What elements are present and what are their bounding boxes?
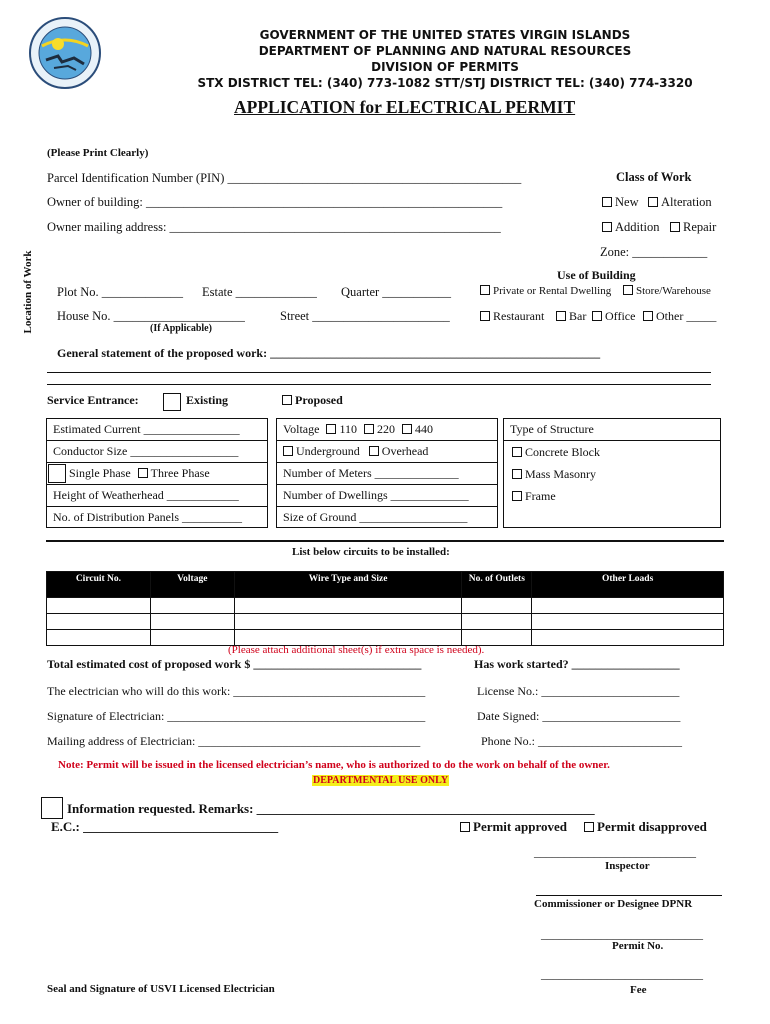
estate-field[interactable]: Estate _____________ — [202, 285, 317, 299]
house-no-field[interactable]: House No. _____________________ — [57, 309, 245, 323]
checkbox-icon[interactable] — [512, 469, 522, 479]
checkbox-icon[interactable] — [402, 424, 412, 434]
permit-no-label: Permit No. — [612, 940, 664, 952]
meters-field[interactable]: Number of Meters ______________ — [276, 462, 498, 485]
table-cell[interactable] — [532, 630, 724, 646]
pin-field[interactable]: Parcel Identification Number (PIN) _______________________________________________ — [47, 171, 522, 185]
permit-disapproved-option[interactable]: Permit disapproved — [584, 819, 707, 835]
other-loads-header: Other Loads — [532, 572, 724, 598]
street-field[interactable]: Street ______________________ — [280, 309, 450, 323]
voltage-220-label: 220 — [377, 422, 396, 436]
table-cell[interactable] — [47, 614, 151, 630]
statement-line[interactable] — [47, 384, 711, 385]
checkbox-icon[interactable] — [512, 491, 522, 501]
table-cell[interactable] — [150, 630, 234, 646]
table-cell[interactable] — [532, 614, 724, 630]
page-title: APPLICATION for ELECTRICAL PERMIT — [234, 97, 576, 117]
checkbox-icon[interactable] — [364, 424, 374, 434]
checkbox-icon[interactable] — [602, 197, 612, 207]
statement-line[interactable] — [47, 372, 711, 373]
checkbox-icon[interactable] — [460, 822, 470, 832]
conductor-size-field[interactable]: Conductor Size __________________ — [46, 440, 268, 463]
service-type-row — [276, 440, 498, 463]
departmental-use-banner: DEPARTMENTAL USE ONLY — [313, 775, 449, 786]
checkbox-icon[interactable] — [512, 447, 522, 457]
class-alteration-option[interactable]: Alteration — [648, 195, 712, 210]
section-divider — [46, 540, 724, 542]
plot-no-field[interactable]: Plot No. _____________ — [57, 285, 184, 299]
three-phase-checkbox-icon[interactable] — [138, 468, 148, 478]
checkbox-icon[interactable] — [643, 311, 653, 321]
header-department: DEPARTMENT OF PLANNING AND NATURAL RESOURCES — [258, 44, 632, 58]
phone-no-field[interactable]: Phone No.: ________________________ — [481, 734, 682, 748]
table-cell[interactable] — [150, 598, 234, 614]
table-cell[interactable] — [150, 614, 234, 630]
use-of-building-title: Use of Building — [557, 268, 636, 282]
info-requested-checkbox[interactable] — [41, 797, 63, 819]
estimated-current-field[interactable]: Estimated Current ________________ — [46, 418, 268, 441]
checkbox-icon[interactable] — [592, 311, 602, 321]
zone-field[interactable]: Zone: ____________ — [600, 245, 708, 259]
voltage-440-label: 440 — [415, 422, 434, 436]
commissioner-signature-line[interactable] — [536, 895, 722, 896]
checkbox-icon[interactable] — [480, 285, 490, 295]
use-private-option[interactable]: Private or Rental Dwelling — [480, 285, 611, 297]
checkbox-icon[interactable] — [602, 222, 612, 232]
checkbox-icon[interactable] — [283, 446, 293, 456]
owner-mailing-field[interactable]: Owner mailing address: _____________________________________________________ — [47, 220, 501, 234]
inspector-signature-line[interactable]: ___________________________ — [534, 845, 696, 859]
info-remarks-field[interactable]: Information requested. Remarks: ____________________________________________________ — [67, 801, 595, 816]
table-cell[interactable] — [462, 598, 532, 614]
three-phase-label: Three Phase — [150, 466, 210, 480]
checkbox-icon[interactable] — [648, 197, 658, 207]
if-applicable-note: (If Applicable) — [150, 323, 212, 334]
wire-type-header: Wire Type and Size — [234, 572, 462, 598]
fee-label: Fee — [630, 984, 647, 996]
table-cell[interactable] — [47, 598, 151, 614]
seal-signature-label: Seal and Signature of USVI Licensed Electrician — [47, 983, 275, 995]
outlets-header: No. of Outlets — [462, 572, 532, 598]
table-cell[interactable] — [462, 614, 532, 630]
commissioner-label: Commissioner or Designee DPNR — [534, 898, 693, 910]
use-other-option[interactable]: Other _____ — [643, 309, 716, 324]
header-government: GOVERNMENT OF THE UNITED STATES VIRGIN ISLANDS — [259, 28, 631, 42]
circuit-no-header: Circuit No. — [47, 572, 151, 598]
class-new-option[interactable]: New — [602, 195, 639, 210]
dwellings-field[interactable]: Number of Dwellings _____________ — [276, 484, 498, 507]
checkbox-icon[interactable] — [282, 395, 292, 405]
license-no-field[interactable]: License No.: _______________________ — [477, 684, 680, 698]
header-phone-numbers: STX DISTRICT TEL: (340) 773-1082 STT/STJ DISTRICT TEL: (340) 774-3320 — [197, 76, 693, 90]
owner-building-field[interactable]: Owner of building: _________________________________________________________ — [47, 195, 503, 209]
total-cost-field[interactable]: Total estimated cost of proposed work $ ____________________________ — [47, 657, 422, 671]
location-of-work-label: Location of Work — [22, 250, 34, 334]
header-division: DIVISION OF PERMITS — [371, 60, 519, 74]
voltage-110-label: 110 — [339, 422, 358, 436]
circuits-table — [46, 571, 724, 646]
quarter-field[interactable]: Quarter ___________ — [341, 285, 452, 299]
permit-no-line[interactable]: ___________________________ — [541, 927, 703, 941]
use-restaurant-option[interactable]: Restaurant — [480, 309, 544, 324]
circuits-title: List below circuits to be installed: — [292, 546, 450, 558]
existing-label: Existing — [186, 393, 229, 407]
distribution-panels-field[interactable]: No. of Distribution Panels __________ — [46, 506, 268, 528]
ground-size-field[interactable]: Size of Ground __________________ — [276, 506, 498, 528]
permit-approved-option[interactable]: Permit approved — [460, 819, 567, 835]
permit-note: Note: Permit will be issued in the licensed electrician’s name, who is authorized to do the work on behalf of the owner. — [58, 759, 610, 771]
voltage-header: Voltage — [150, 572, 234, 598]
class-repair-option[interactable]: Repair — [670, 220, 716, 235]
fee-line[interactable]: ___________________________ — [541, 967, 703, 981]
inspector-label: Inspector — [605, 860, 650, 872]
phase-row — [46, 462, 268, 485]
single-phase-label: Single Phase — [69, 466, 131, 480]
use-store-option[interactable]: Store/Warehouse — [623, 285, 711, 297]
checkbox-icon[interactable] — [326, 424, 336, 434]
electrician-signature-field[interactable]: Signature of Electrician: ___________________________________________ — [47, 709, 426, 723]
checkbox-icon[interactable] — [556, 311, 566, 321]
electrician-mailing-field[interactable]: Mailing address of Electrician: _____________________________________ — [47, 734, 421, 748]
class-of-work-title: Class of Work — [616, 170, 692, 184]
weatherhead-field[interactable]: Height of Weatherhead ____________ — [46, 484, 268, 507]
table-cell[interactable] — [234, 614, 462, 630]
checkbox-icon[interactable] — [670, 222, 680, 232]
existing-checkbox[interactable] — [163, 393, 181, 411]
use-office-option[interactable]: Office — [592, 309, 635, 324]
work-started-field[interactable]: Has work started? __________________ — [474, 657, 680, 671]
table-cell[interactable] — [234, 598, 462, 614]
checkbox-icon[interactable] — [369, 446, 379, 456]
table-row — [47, 614, 724, 630]
general-statement-field[interactable]: General statement of the proposed work: _______________________________________________________ — [57, 346, 601, 360]
attach-sheet-note: (Please attach additional sheet(s) if extra space is needed). — [228, 644, 485, 656]
checkbox-icon[interactable] — [584, 822, 594, 832]
divider — [503, 440, 721, 441]
concrete-block-option[interactable]: Concrete Block — [512, 445, 600, 460]
frame-option[interactable]: Frame — [512, 489, 556, 504]
ec-field[interactable]: E.C.: ______________________________ — [51, 819, 279, 834]
single-phase-checkbox[interactable] — [48, 464, 66, 483]
proposed-option[interactable]: Proposed — [282, 393, 343, 408]
class-addition-option[interactable]: Addition — [602, 220, 659, 235]
use-bar-option[interactable]: Bar — [556, 309, 586, 324]
electrician-name-field[interactable]: The electrician who will do this work: ________________________________ — [47, 684, 426, 698]
checkbox-icon[interactable] — [623, 285, 633, 295]
checkbox-icon[interactable] — [480, 311, 490, 321]
table-cell[interactable] — [47, 630, 151, 646]
print-clearly-note: (Please Print Clearly) — [47, 147, 149, 159]
underground-label: Underground — [296, 444, 360, 458]
voltage-row — [276, 418, 498, 441]
table-cell[interactable] — [532, 598, 724, 614]
mass-masonry-option[interactable]: Mass Masonry — [512, 467, 596, 482]
date-signed-field[interactable]: Date Signed: _______________________ — [477, 709, 681, 723]
table-row — [47, 598, 724, 614]
type-of-structure-title: Type of Structure — [510, 422, 594, 436]
overhead-label: Overhead — [381, 444, 429, 458]
voltage-label: Voltage — [283, 422, 320, 436]
service-entrance-label: Service Entrance: — [47, 393, 139, 407]
